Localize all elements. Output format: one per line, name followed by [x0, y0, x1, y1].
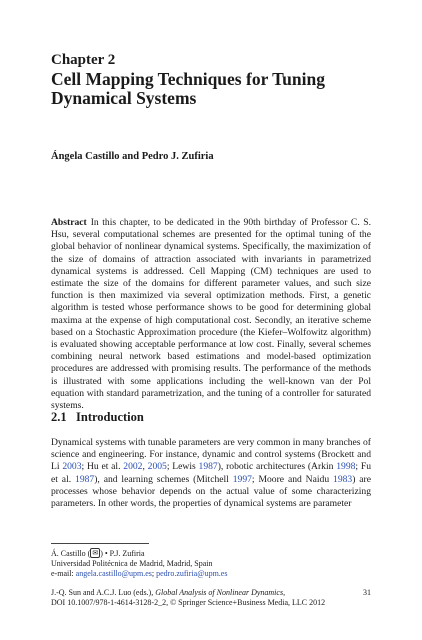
- doi-line: DOI 10.1007/978-1-4614-3128-2_2, © Springer Science+Business Media, LLC 2012: [51, 598, 326, 608]
- publication-line: [51, 588, 371, 598]
- section-title: Introduction: [76, 410, 144, 424]
- intro-paragraph: [51, 437, 371, 510]
- abstract: [51, 217, 371, 412]
- section-number: 2.1: [51, 410, 67, 424]
- footnote-email: [51, 569, 371, 579]
- citation-link[interactable]: 1987: [75, 473, 95, 485]
- intro-text: ,: [142, 461, 148, 473]
- publication-editors: J.-Q. Sun and A.C.J. Luo (eds.),: [51, 588, 156, 597]
- authors: Ángela Castillo and Pedro J. Zufiria: [51, 151, 214, 162]
- citation-link[interactable]: 2003: [62, 461, 82, 473]
- citation-link[interactable]: 2002: [123, 461, 143, 473]
- intro-text: ; Lewis: [166, 461, 199, 473]
- email-label: e-mail:: [51, 569, 76, 579]
- abstract-label: Abstract: [51, 217, 87, 228]
- intro-text: ), and learning schemes (Mitchell: [94, 473, 233, 485]
- mail-icon: ✉: [92, 549, 99, 557]
- email-separator: ;: [151, 569, 157, 579]
- intro-text: ; Fu et al.: [51, 461, 371, 485]
- intro-text: ), robotic architectures (Arkin: [217, 461, 337, 473]
- publication-info: [51, 588, 371, 608]
- intro-text: ; Hu et al.: [81, 461, 124, 473]
- chapter-label: Chapter 2: [51, 52, 116, 68]
- email-link[interactable]: pedro.zufiria@upm.es: [156, 569, 228, 579]
- citation-link[interactable]: 1998: [336, 461, 356, 473]
- abstract-text: In this chapter, to be dedicated in the 90th birthday of Professor C. S. Hsu, several computational schemes are presented for the optimal tuning of the global behavior of nonlinear dynamical systems. Specifically, the maximization of the size of domains of attraction associated with invariants in parametrized dynamical systems is addressed. Cell Mapping (CM) techniques are used to estimate the size of the domains for different parameter values, and such size function is then maximized via several optimization methods. First, a genetic algorithm is tested whose performance shows to be good for determining global maxima at the expense of high computational cost. Secondly, an iterative scheme based on a Stochastic Approximation procedure (the Kiefer–Wolfowitz algorithm) is evaluated showing acceptable performance at low cost. Finally, several schemes combining neural network based estimations and model-based optimization procedures are addressed with promising results. The performance of the methods is illustrated with some applications including the well-known van der Pol equation with standard parametrization, and the tuning of a controller for saturated systems.: [51, 217, 371, 412]
- intro-text: ) are processes whose behavior depends on the actual value of some characterizing parameters. In other words, the properties of dynamical systems are parameter: [51, 473, 371, 510]
- footnote-divider: [51, 543, 149, 544]
- author-footnote: [51, 548, 371, 580]
- citation-link[interactable]: 1987: [198, 461, 218, 473]
- footnote-author-text: ) • P.J. Zufiria: [100, 549, 145, 558]
- footnote-author-text: Á. Castillo (: [51, 549, 91, 558]
- chapter-title: Cell Mapping Techniques for Tuning Dynamical Systems: [51, 69, 325, 108]
- footnote-affiliation: Universidad Politécnica de Madrid, Madrid, Spain: [51, 559, 213, 569]
- citation-link[interactable]: 2005: [147, 461, 167, 473]
- publication-suffix: ,: [283, 588, 286, 597]
- page-number: 31: [363, 588, 371, 597]
- citation-link[interactable]: 1983: [333, 473, 353, 485]
- email-link[interactable]: angela.castillo@upm.es: [75, 569, 152, 579]
- book-title: Global Analysis of Nonlinear Dynamics: [155, 588, 284, 597]
- intro-text: Dynamical systems with tunable parameters are very common in many branches of science and engineering. For instance, dynamic and control systems (Brockett and Li: [51, 437, 371, 473]
- citation-link[interactable]: 1997: [232, 473, 252, 485]
- footnote-authors: [51, 548, 371, 559]
- intro-text: ; Moore and Naidu: [251, 473, 334, 485]
- section-heading: [51, 410, 144, 425]
